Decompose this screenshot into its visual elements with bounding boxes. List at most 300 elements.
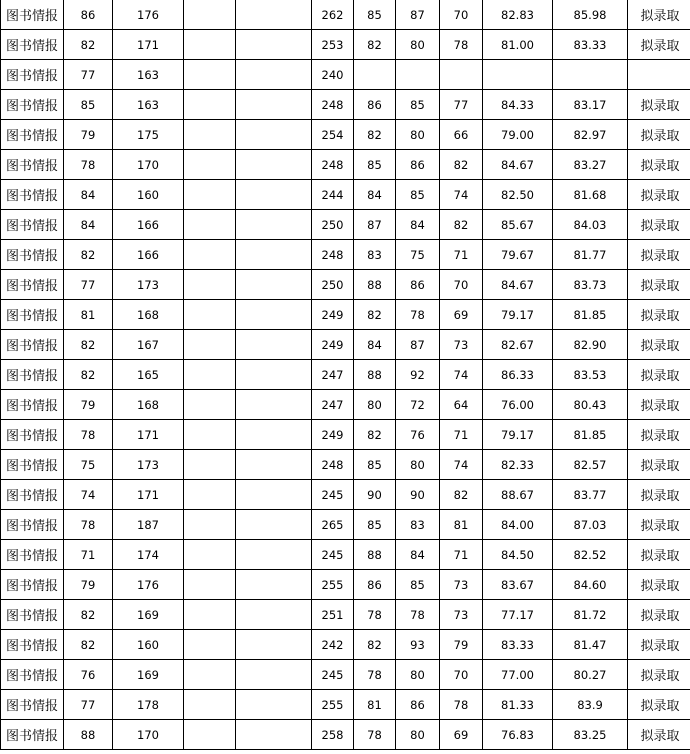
cell-score-b[interactable]: 169 xyxy=(113,600,184,630)
cell-major[interactable]: 图书情报 xyxy=(1,0,64,30)
cell-score-b[interactable]: 174 xyxy=(113,540,184,570)
cell-score-b[interactable]: 171 xyxy=(113,480,184,510)
cell-score-f[interactable]: 72 xyxy=(396,390,440,420)
cell-score-g[interactable]: 66 xyxy=(440,120,483,150)
cell-major[interactable]: 图书情报 xyxy=(1,360,64,390)
cell-score-b[interactable]: 187 xyxy=(113,510,184,540)
cell-empty-d[interactable] xyxy=(236,60,312,90)
cell-status[interactable]: 拟录取 xyxy=(628,120,690,150)
cell-score-b[interactable]: 168 xyxy=(113,390,184,420)
cell-score-b[interactable]: 173 xyxy=(113,270,184,300)
cell-score-b[interactable]: 176 xyxy=(113,570,184,600)
cell-score-e[interactable]: 83 xyxy=(354,240,396,270)
cell-empty-c[interactable] xyxy=(184,690,236,720)
cell-total[interactable]: 254 xyxy=(312,120,354,150)
cell-score-g[interactable]: 74 xyxy=(440,360,483,390)
cell-score-f[interactable]: 76 xyxy=(396,420,440,450)
cell-score-e[interactable]: 90 xyxy=(354,480,396,510)
cell-empty-d[interactable] xyxy=(236,270,312,300)
cell-score-f[interactable]: 80 xyxy=(396,720,440,750)
cell-total[interactable]: 242 xyxy=(312,630,354,660)
cell-final-score[interactable]: 82.52 xyxy=(553,540,628,570)
cell-score-g[interactable]: 69 xyxy=(440,300,483,330)
cell-status[interactable]: 拟录取 xyxy=(628,240,690,270)
cell-major[interactable]: 图书情报 xyxy=(1,540,64,570)
cell-score-g[interactable]: 73 xyxy=(440,570,483,600)
cell-status[interactable]: 拟录取 xyxy=(628,330,690,360)
cell-status[interactable]: 拟录取 xyxy=(628,600,690,630)
cell-empty-d[interactable] xyxy=(236,390,312,420)
cell-score-f[interactable]: 86 xyxy=(396,270,440,300)
cell-major[interactable]: 图书情报 xyxy=(1,180,64,210)
cell-empty-d[interactable] xyxy=(236,600,312,630)
cell-score-b[interactable]: 166 xyxy=(113,210,184,240)
cell-status[interactable]: 拟录取 xyxy=(628,90,690,120)
cell-status[interactable]: 拟录取 xyxy=(628,30,690,60)
cell-major[interactable]: 图书情报 xyxy=(1,510,64,540)
cell-empty-c[interactable] xyxy=(184,270,236,300)
cell-total[interactable]: 262 xyxy=(312,0,354,30)
cell-status[interactable]: 拟录取 xyxy=(628,390,690,420)
cell-empty-d[interactable] xyxy=(236,570,312,600)
cell-empty-c[interactable] xyxy=(184,240,236,270)
cell-total[interactable]: 249 xyxy=(312,300,354,330)
cell-score-a[interactable]: 77 xyxy=(64,60,113,90)
cell-status[interactable]: 拟录取 xyxy=(628,360,690,390)
cell-empty-d[interactable] xyxy=(236,630,312,660)
cell-empty-d[interactable] xyxy=(236,180,312,210)
cell-score-f[interactable]: 80 xyxy=(396,120,440,150)
cell-total[interactable]: 248 xyxy=(312,240,354,270)
cell-score-a[interactable]: 74 xyxy=(64,480,113,510)
cell-empty-c[interactable] xyxy=(184,0,236,30)
cell-score-a[interactable]: 82 xyxy=(64,360,113,390)
cell-final-score[interactable]: 81.72 xyxy=(553,600,628,630)
cell-score-g[interactable]: 77 xyxy=(440,90,483,120)
cell-average[interactable]: 79.17 xyxy=(483,300,553,330)
cell-major[interactable]: 图书情报 xyxy=(1,450,64,480)
cell-final-score[interactable]: 84.03 xyxy=(553,210,628,240)
cell-empty-c[interactable] xyxy=(184,150,236,180)
cell-score-g[interactable]: 69 xyxy=(440,720,483,750)
cell-score-f[interactable]: 84 xyxy=(396,540,440,570)
cell-average[interactable]: 84.00 xyxy=(483,510,553,540)
cell-score-a[interactable]: 78 xyxy=(64,150,113,180)
cell-empty-c[interactable] xyxy=(184,330,236,360)
cell-score-g[interactable]: 70 xyxy=(440,660,483,690)
cell-status[interactable]: 拟录取 xyxy=(628,510,690,540)
cell-final-score[interactable]: 81.77 xyxy=(553,240,628,270)
cell-total[interactable]: 245 xyxy=(312,480,354,510)
cell-score-a[interactable]: 79 xyxy=(64,570,113,600)
cell-status[interactable]: 拟录取 xyxy=(628,480,690,510)
cell-empty-d[interactable] xyxy=(236,120,312,150)
cell-score-a[interactable]: 82 xyxy=(64,30,113,60)
cell-total[interactable]: 250 xyxy=(312,270,354,300)
cell-total[interactable]: 255 xyxy=(312,690,354,720)
cell-final-score[interactable]: 85.98 xyxy=(553,0,628,30)
cell-status[interactable] xyxy=(628,60,690,90)
cell-score-a[interactable]: 85 xyxy=(64,90,113,120)
cell-score-e[interactable]: 86 xyxy=(354,570,396,600)
cell-empty-d[interactable] xyxy=(236,480,312,510)
cell-major[interactable]: 图书情报 xyxy=(1,240,64,270)
cell-score-a[interactable]: 78 xyxy=(64,420,113,450)
cell-score-e[interactable]: 78 xyxy=(354,660,396,690)
cell-major[interactable]: 图书情报 xyxy=(1,390,64,420)
cell-score-a[interactable]: 82 xyxy=(64,330,113,360)
cell-status[interactable]: 拟录取 xyxy=(628,300,690,330)
cell-final-score[interactable]: 83.53 xyxy=(553,360,628,390)
cell-final-score[interactable]: 83.25 xyxy=(553,720,628,750)
cell-score-e[interactable]: 85 xyxy=(354,510,396,540)
cell-status[interactable]: 拟录取 xyxy=(628,150,690,180)
cell-major[interactable]: 图书情报 xyxy=(1,60,64,90)
cell-average[interactable]: 84.50 xyxy=(483,540,553,570)
cell-major[interactable]: 图书情报 xyxy=(1,150,64,180)
cell-score-a[interactable]: 75 xyxy=(64,450,113,480)
cell-total[interactable]: 251 xyxy=(312,600,354,630)
cell-score-e[interactable]: 88 xyxy=(354,360,396,390)
cell-score-f[interactable]: 93 xyxy=(396,630,440,660)
cell-score-b[interactable]: 169 xyxy=(113,660,184,690)
cell-average[interactable]: 76.00 xyxy=(483,390,553,420)
cell-score-f[interactable]: 85 xyxy=(396,180,440,210)
cell-score-g[interactable]: 71 xyxy=(440,540,483,570)
cell-score-a[interactable]: 82 xyxy=(64,240,113,270)
cell-score-f[interactable]: 85 xyxy=(396,570,440,600)
cell-status[interactable]: 拟录取 xyxy=(628,690,690,720)
cell-total[interactable]: 250 xyxy=(312,210,354,240)
cell-major[interactable]: 图书情报 xyxy=(1,660,64,690)
cell-score-f[interactable]: 86 xyxy=(396,150,440,180)
cell-status[interactable]: 拟录取 xyxy=(628,420,690,450)
cell-empty-c[interactable] xyxy=(184,540,236,570)
cell-score-g[interactable]: 82 xyxy=(440,210,483,240)
cell-empty-c[interactable] xyxy=(184,30,236,60)
cell-score-b[interactable]: 160 xyxy=(113,180,184,210)
cell-score-e[interactable]: 82 xyxy=(354,120,396,150)
cell-empty-d[interactable] xyxy=(236,450,312,480)
cell-status[interactable]: 拟录取 xyxy=(628,0,690,30)
cell-empty-d[interactable] xyxy=(236,240,312,270)
cell-total[interactable]: 255 xyxy=(312,570,354,600)
cell-empty-d[interactable] xyxy=(236,540,312,570)
cell-total[interactable]: 247 xyxy=(312,390,354,420)
cell-score-a[interactable]: 88 xyxy=(64,720,113,750)
cell-average[interactable]: 77.00 xyxy=(483,660,553,690)
cell-score-f[interactable]: 86 xyxy=(396,690,440,720)
cell-average[interactable]: 83.67 xyxy=(483,570,553,600)
cell-score-g[interactable]: 74 xyxy=(440,450,483,480)
cell-score-g[interactable] xyxy=(440,60,483,90)
cell-final-score[interactable]: 82.57 xyxy=(553,450,628,480)
cell-average[interactable]: 76.83 xyxy=(483,720,553,750)
cell-average[interactable]: 88.67 xyxy=(483,480,553,510)
cell-empty-d[interactable] xyxy=(236,300,312,330)
cell-score-g[interactable]: 73 xyxy=(440,330,483,360)
cell-status[interactable]: 拟录取 xyxy=(628,630,690,660)
cell-total[interactable]: 245 xyxy=(312,660,354,690)
cell-score-b[interactable]: 176 xyxy=(113,0,184,30)
cell-total[interactable]: 248 xyxy=(312,450,354,480)
cell-empty-c[interactable] xyxy=(184,450,236,480)
cell-average[interactable]: 84.33 xyxy=(483,90,553,120)
cell-average[interactable]: 82.67 xyxy=(483,330,553,360)
cell-score-f[interactable] xyxy=(396,60,440,90)
cell-score-g[interactable]: 78 xyxy=(440,690,483,720)
cell-average[interactable]: 84.67 xyxy=(483,150,553,180)
cell-empty-d[interactable] xyxy=(236,510,312,540)
cell-status[interactable]: 拟录取 xyxy=(628,210,690,240)
cell-average[interactable] xyxy=(483,60,553,90)
cell-empty-d[interactable] xyxy=(236,690,312,720)
cell-empty-d[interactable] xyxy=(236,720,312,750)
cell-empty-c[interactable] xyxy=(184,90,236,120)
cell-empty-d[interactable] xyxy=(236,0,312,30)
cell-empty-d[interactable] xyxy=(236,150,312,180)
cell-score-f[interactable]: 87 xyxy=(396,330,440,360)
cell-empty-c[interactable] xyxy=(184,180,236,210)
cell-score-b[interactable]: 170 xyxy=(113,150,184,180)
cell-score-b[interactable]: 167 xyxy=(113,330,184,360)
cell-score-e[interactable]: 85 xyxy=(354,150,396,180)
cell-final-score[interactable] xyxy=(553,60,628,90)
cell-score-g[interactable]: 70 xyxy=(440,0,483,30)
cell-empty-c[interactable] xyxy=(184,630,236,660)
cell-score-f[interactable]: 90 xyxy=(396,480,440,510)
cell-score-b[interactable]: 175 xyxy=(113,120,184,150)
cell-final-score[interactable]: 83.27 xyxy=(553,150,628,180)
cell-empty-c[interactable] xyxy=(184,720,236,750)
cell-empty-c[interactable] xyxy=(184,210,236,240)
cell-score-b[interactable]: 160 xyxy=(113,630,184,660)
cell-status[interactable]: 拟录取 xyxy=(628,270,690,300)
cell-average[interactable]: 81.33 xyxy=(483,690,553,720)
cell-status[interactable]: 拟录取 xyxy=(628,540,690,570)
cell-score-e[interactable]: 86 xyxy=(354,90,396,120)
cell-score-g[interactable]: 64 xyxy=(440,390,483,420)
cell-final-score[interactable]: 80.43 xyxy=(553,390,628,420)
cell-total[interactable]: 248 xyxy=(312,150,354,180)
cell-total[interactable]: 249 xyxy=(312,420,354,450)
cell-score-e[interactable] xyxy=(354,60,396,90)
cell-empty-d[interactable] xyxy=(236,360,312,390)
cell-empty-d[interactable] xyxy=(236,660,312,690)
cell-score-a[interactable]: 82 xyxy=(64,600,113,630)
cell-total[interactable]: 240 xyxy=(312,60,354,90)
cell-empty-c[interactable] xyxy=(184,390,236,420)
cell-score-b[interactable]: 163 xyxy=(113,90,184,120)
cell-total[interactable]: 253 xyxy=(312,30,354,60)
cell-status[interactable]: 拟录取 xyxy=(628,570,690,600)
cell-empty-c[interactable] xyxy=(184,510,236,540)
cell-empty-d[interactable] xyxy=(236,420,312,450)
cell-final-score[interactable]: 87.03 xyxy=(553,510,628,540)
cell-score-b[interactable]: 178 xyxy=(113,690,184,720)
cell-average[interactable]: 82.50 xyxy=(483,180,553,210)
cell-score-e[interactable]: 85 xyxy=(354,450,396,480)
cell-major[interactable]: 图书情报 xyxy=(1,720,64,750)
cell-score-f[interactable]: 80 xyxy=(396,30,440,60)
cell-total[interactable]: 249 xyxy=(312,330,354,360)
cell-score-e[interactable]: 82 xyxy=(354,420,396,450)
cell-major[interactable]: 图书情报 xyxy=(1,630,64,660)
cell-major[interactable]: 图书情报 xyxy=(1,690,64,720)
cell-score-a[interactable]: 78 xyxy=(64,510,113,540)
cell-score-e[interactable]: 78 xyxy=(354,600,396,630)
cell-empty-d[interactable] xyxy=(236,30,312,60)
cell-average[interactable]: 79.67 xyxy=(483,240,553,270)
cell-score-a[interactable]: 77 xyxy=(64,690,113,720)
cell-final-score[interactable]: 83.77 xyxy=(553,480,628,510)
cell-score-f[interactable]: 87 xyxy=(396,0,440,30)
cell-average[interactable]: 82.83 xyxy=(483,0,553,30)
cell-empty-c[interactable] xyxy=(184,420,236,450)
cell-average[interactable]: 86.33 xyxy=(483,360,553,390)
cell-score-a[interactable]: 86 xyxy=(64,0,113,30)
cell-final-score[interactable]: 82.90 xyxy=(553,330,628,360)
cell-average[interactable]: 79.17 xyxy=(483,420,553,450)
cell-average[interactable]: 77.17 xyxy=(483,600,553,630)
cell-score-e[interactable]: 81 xyxy=(354,690,396,720)
cell-average[interactable]: 83.33 xyxy=(483,630,553,660)
cell-empty-c[interactable] xyxy=(184,570,236,600)
cell-score-a[interactable]: 82 xyxy=(64,630,113,660)
cell-empty-d[interactable] xyxy=(236,330,312,360)
cell-major[interactable]: 图书情报 xyxy=(1,600,64,630)
cell-score-g[interactable]: 74 xyxy=(440,180,483,210)
cell-final-score[interactable]: 84.60 xyxy=(553,570,628,600)
cell-major[interactable]: 图书情报 xyxy=(1,330,64,360)
cell-score-b[interactable]: 173 xyxy=(113,450,184,480)
cell-score-f[interactable]: 84 xyxy=(396,210,440,240)
cell-score-a[interactable]: 81 xyxy=(64,300,113,330)
cell-final-score[interactable]: 82.97 xyxy=(553,120,628,150)
cell-final-score[interactable]: 83.33 xyxy=(553,30,628,60)
cell-score-b[interactable]: 171 xyxy=(113,30,184,60)
cell-final-score[interactable]: 81.85 xyxy=(553,300,628,330)
cell-score-f[interactable]: 75 xyxy=(396,240,440,270)
cell-score-g[interactable]: 73 xyxy=(440,600,483,630)
cell-score-e[interactable]: 87 xyxy=(354,210,396,240)
cell-total[interactable]: 248 xyxy=(312,90,354,120)
cell-total[interactable]: 245 xyxy=(312,540,354,570)
cell-score-a[interactable]: 79 xyxy=(64,120,113,150)
cell-status[interactable]: 拟录取 xyxy=(628,180,690,210)
cell-score-e[interactable]: 78 xyxy=(354,720,396,750)
cell-final-score[interactable]: 83.73 xyxy=(553,270,628,300)
cell-major[interactable]: 图书情报 xyxy=(1,570,64,600)
cell-final-score[interactable]: 81.85 xyxy=(553,420,628,450)
cell-score-e[interactable]: 85 xyxy=(354,0,396,30)
cell-score-a[interactable]: 84 xyxy=(64,210,113,240)
cell-score-g[interactable]: 78 xyxy=(440,30,483,60)
cell-final-score[interactable]: 81.47 xyxy=(553,630,628,660)
cell-average[interactable]: 82.33 xyxy=(483,450,553,480)
cell-total[interactable]: 258 xyxy=(312,720,354,750)
cell-major[interactable]: 图书情报 xyxy=(1,210,64,240)
cell-score-f[interactable]: 92 xyxy=(396,360,440,390)
cell-major[interactable]: 图书情报 xyxy=(1,90,64,120)
cell-score-g[interactable]: 79 xyxy=(440,630,483,660)
cell-score-e[interactable]: 88 xyxy=(354,270,396,300)
cell-score-a[interactable]: 71 xyxy=(64,540,113,570)
cell-empty-d[interactable] xyxy=(236,90,312,120)
cell-total[interactable]: 247 xyxy=(312,360,354,390)
cell-score-b[interactable]: 166 xyxy=(113,240,184,270)
cell-score-b[interactable]: 165 xyxy=(113,360,184,390)
cell-score-a[interactable]: 76 xyxy=(64,660,113,690)
cell-score-g[interactable]: 71 xyxy=(440,420,483,450)
cell-score-g[interactable]: 71 xyxy=(440,240,483,270)
cell-score-f[interactable]: 78 xyxy=(396,300,440,330)
cell-final-score[interactable]: 83.9 xyxy=(553,690,628,720)
cell-average[interactable]: 79.00 xyxy=(483,120,553,150)
cell-score-e[interactable]: 84 xyxy=(354,330,396,360)
cell-score-f[interactable]: 85 xyxy=(396,90,440,120)
cell-score-g[interactable]: 82 xyxy=(440,480,483,510)
cell-score-g[interactable]: 82 xyxy=(440,150,483,180)
cell-total[interactable]: 265 xyxy=(312,510,354,540)
cell-score-a[interactable]: 77 xyxy=(64,270,113,300)
cell-empty-c[interactable] xyxy=(184,600,236,630)
cell-score-g[interactable]: 70 xyxy=(440,270,483,300)
cell-score-b[interactable]: 170 xyxy=(113,720,184,750)
cell-score-e[interactable]: 80 xyxy=(354,390,396,420)
cell-empty-c[interactable] xyxy=(184,120,236,150)
cell-major[interactable]: 图书情报 xyxy=(1,270,64,300)
cell-score-a[interactable]: 84 xyxy=(64,180,113,210)
cell-score-b[interactable]: 163 xyxy=(113,60,184,90)
cell-score-f[interactable]: 80 xyxy=(396,450,440,480)
cell-empty-c[interactable] xyxy=(184,300,236,330)
cell-empty-c[interactable] xyxy=(184,660,236,690)
cell-score-f[interactable]: 83 xyxy=(396,510,440,540)
cell-score-b[interactable]: 171 xyxy=(113,420,184,450)
cell-score-e[interactable]: 82 xyxy=(354,630,396,660)
cell-major[interactable]: 图书情报 xyxy=(1,30,64,60)
cell-score-e[interactable]: 84 xyxy=(354,180,396,210)
cell-major[interactable]: 图书情报 xyxy=(1,420,64,450)
cell-status[interactable]: 拟录取 xyxy=(628,660,690,690)
cell-score-g[interactable]: 81 xyxy=(440,510,483,540)
cell-final-score[interactable]: 81.68 xyxy=(553,180,628,210)
cell-major[interactable]: 图书情报 xyxy=(1,480,64,510)
cell-average[interactable]: 85.67 xyxy=(483,210,553,240)
cell-score-e[interactable]: 82 xyxy=(354,30,396,60)
cell-final-score[interactable]: 83.17 xyxy=(553,90,628,120)
cell-final-score[interactable]: 80.27 xyxy=(553,660,628,690)
cell-average[interactable]: 84.67 xyxy=(483,270,553,300)
cell-total[interactable]: 244 xyxy=(312,180,354,210)
cell-score-a[interactable]: 79 xyxy=(64,390,113,420)
cell-empty-c[interactable] xyxy=(184,360,236,390)
cell-score-f[interactable]: 78 xyxy=(396,600,440,630)
cell-major[interactable]: 图书情报 xyxy=(1,300,64,330)
cell-status[interactable]: 拟录取 xyxy=(628,720,690,750)
cell-score-f[interactable]: 80 xyxy=(396,660,440,690)
cell-score-e[interactable]: 82 xyxy=(354,300,396,330)
cell-major[interactable]: 图书情报 xyxy=(1,120,64,150)
cell-score-e[interactable]: 88 xyxy=(354,540,396,570)
cell-average[interactable]: 81.00 xyxy=(483,30,553,60)
cell-score-b[interactable]: 168 xyxy=(113,300,184,330)
cell-empty-d[interactable] xyxy=(236,210,312,240)
cell-status[interactable]: 拟录取 xyxy=(628,450,690,480)
cell-empty-c[interactable] xyxy=(184,60,236,90)
cell-empty-c[interactable] xyxy=(184,480,236,510)
